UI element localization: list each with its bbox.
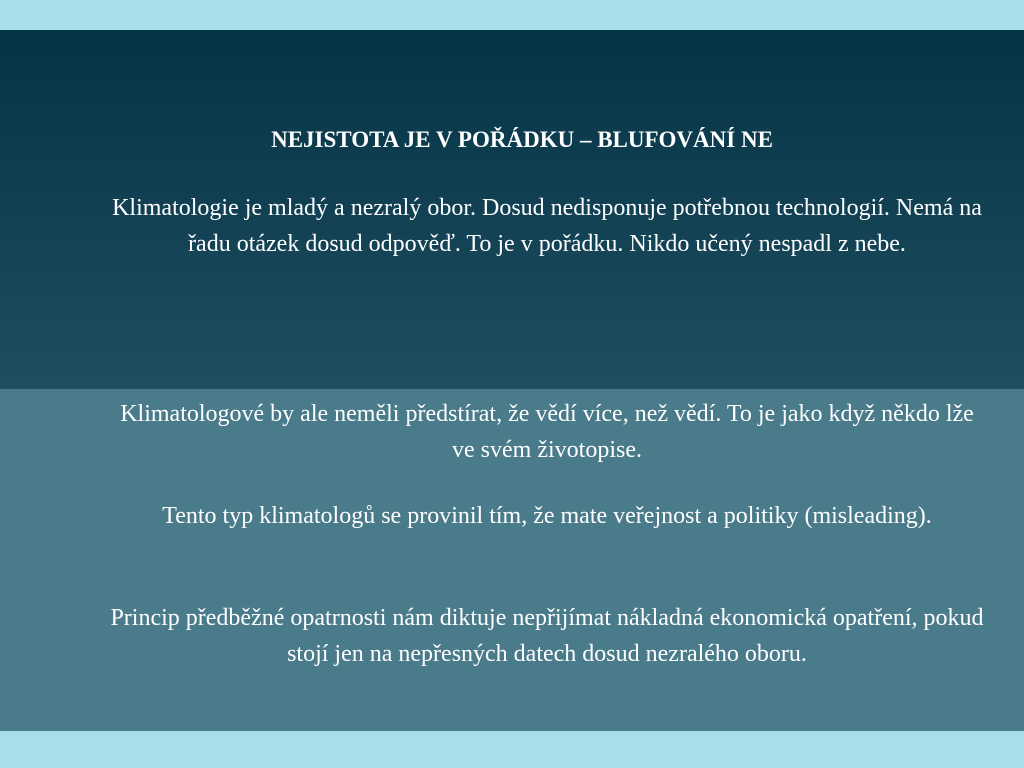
slide-heading: NEJISTOTA JE V POŘÁDKU – BLUFOVÁNÍ NE [271,127,773,152]
paragraph-3: Tento typ klimatologů se provinil tím, že mate veřejnost a politiky (misleading). [162,503,932,529]
paragraph-2: Klimatologové by ale neměli předstírat, že vědí více, než vědí. To je jako když někdo lže ve svém životopise. [120,401,974,463]
paragraph-4: Princip předběžné opatrnosti nám diktuje nepřijímat nákladná ekonomická opatření, pokud stojí jen na nepřesných datech dosud nezralého oboru. [110,605,984,667]
bottom-band [0,731,1024,768]
top-band [0,0,1024,30]
paragraph-1: Klimatologie je mladý a nezralý obor. Dosud nedisponuje potřebnou technologií. Nemá na řadu otázek dosud odpověď. To je v pořádku. Nikdo učený nespadl z nebe. [112,195,982,257]
